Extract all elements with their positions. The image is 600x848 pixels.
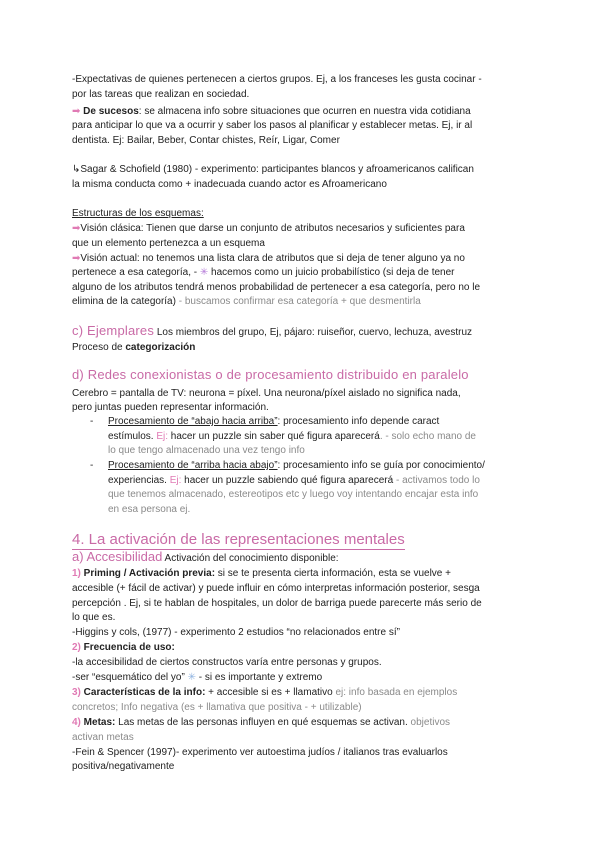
gray-note: activan metas	[72, 732, 134, 743]
text-fragment: Las metas de las personas influyen en qué esquemas se activan.	[115, 717, 411, 728]
gray-note: - buscamos confirmar esa categoría + que desmentirla	[178, 296, 421, 307]
ejemplares-line	[72, 324, 532, 340]
list-item-abajo-2	[108, 430, 528, 444]
arrow-icon: ➡	[72, 106, 81, 117]
actual-text: pertenece a esa categoría, -	[72, 267, 200, 278]
text-line: lo que es.	[72, 612, 116, 623]
redes-heading: d) Redes conexionistas o de procesamiento distribuido en paralelo	[72, 367, 469, 382]
text-fragment: : procesamiento info depende caract	[277, 416, 440, 427]
text-line: ↳Sagar & Schofield (1980) - experimento: participantes blancos y afroamericanos califican	[72, 164, 474, 175]
actual-line-2	[72, 266, 532, 280]
metas-line	[72, 716, 532, 730]
actual-line	[72, 252, 532, 266]
actual-text: hacemos como un juicio probabilístico (si deja de tener	[208, 267, 455, 278]
text-fragment: Proceso de	[72, 342, 126, 353]
list-item-arriba	[108, 459, 528, 473]
actual-text: elimina de la categoría)	[72, 296, 179, 307]
accesibilidad-line	[72, 550, 532, 566]
list-item-title: Procesamiento de “arriba hacia abajo”	[108, 460, 278, 471]
text-line: Cerebro = pantalla de TV: neurona = píxel. Una neurona/píxel aislado no significa nada,	[72, 388, 461, 399]
text-fragment: estímulos.	[108, 431, 157, 442]
item-number: 1)	[72, 568, 81, 579]
gray-note: lo que tengo almacenado una vez tengo info	[108, 445, 305, 456]
text-fragment: : procesamiento info se guía por conocimiento/	[277, 460, 485, 471]
text-fragment: - si es importante y extremo	[196, 672, 323, 683]
ej-label: Ej:	[156, 431, 169, 442]
ejemplares-heading: c) Ejemplares	[72, 323, 155, 338]
text-line: accesible (+ fácil de activar) y puede influir en cómo interpretas información posterior, sesga	[72, 583, 480, 594]
gray-note: . - solo echo mano de	[379, 431, 476, 442]
arrow-icon: ➡	[72, 253, 81, 264]
text-line: por las tareas que realizan en sociedad.	[72, 89, 250, 100]
text-line: pero juntas pueden representar información.	[72, 402, 269, 413]
list-item-arriba-2	[108, 474, 528, 488]
text-line: -Expectativas de quienes pertenecen a ciertos grupos. Ej, a los franceses les gusta cocinar -	[72, 74, 482, 85]
text-fragment: si se te presenta cierta información, esta se vuelve +	[215, 568, 451, 579]
text-fragment: hacer un puzzle sin saber qué figura aparecerá	[168, 431, 380, 442]
esquematico-line	[72, 671, 532, 685]
item-title: Metas:	[80, 717, 116, 728]
section-heading	[72, 531, 405, 548]
text-line: -Fein & Spencer (1997)- experimento ver autoestima judíos / italianos tras evaluarlos	[72, 747, 448, 758]
accesibilidad-heading: a) Accesibilidad	[72, 549, 163, 564]
text-fragment: + accesible si es + llamativo	[205, 687, 336, 698]
text-line: dentista. Ej: Bailar, Beber, Contar chistes, Reír, Ligar, Comer	[72, 135, 340, 146]
text-line: para anticipar lo que va a ocurrir y saber los pasos al planificar y establecer metas. Ej, ir al	[72, 120, 473, 131]
ej-label: Ej:	[169, 475, 182, 486]
text-line: -la accesibilidad de ciertos constructos varía entre personas y grupos.	[72, 657, 382, 668]
section-subtitle: Estructuras de los esquemas:	[72, 208, 204, 219]
item-number: 4)	[72, 717, 81, 728]
gray-note: que tenemos almacenado, estereotipos etc y luego voy intentando encajar esta info	[108, 489, 479, 500]
clasica-line	[72, 222, 532, 236]
item-number: 3)	[72, 687, 81, 698]
categorizacion-line	[72, 341, 532, 355]
gray-note: concretos; Info negativa (es + llamativa que positiva - + utilizable)	[72, 702, 362, 713]
categorizacion-term: categorización	[125, 342, 196, 353]
star-icon: ✳	[187, 672, 196, 683]
item-title: Priming / Activación previa:	[80, 568, 216, 579]
text-fragment: -ser “esquemático del yo”	[72, 672, 188, 683]
text-line: que un elemento pertenezca a un esquema	[72, 238, 265, 249]
gray-note: - activamos todo lo	[393, 475, 480, 486]
sucesos-line	[72, 105, 532, 119]
text-line: -Higgins y cols, (1977) - experimento 2 estudios “no relacionados entre sí”	[72, 627, 400, 638]
caracteristicas-line	[72, 686, 532, 700]
star-icon: ✳	[199, 267, 209, 278]
gray-note: en esa persona ej.	[108, 504, 191, 515]
actual-line-4	[72, 295, 532, 309]
item-title: Frecuencia de uso:	[80, 642, 175, 653]
sucesos-title: De sucesos	[83, 106, 139, 117]
text-line: alguno de los atributos tendrá menos probabilidad de pertenecer a esa categoría, pero no le	[72, 282, 481, 293]
item-title: Características de la info:	[80, 687, 206, 698]
item-number: 2)	[72, 642, 81, 653]
text-line: positiva/negativamente	[72, 761, 175, 772]
text-fragment: experiencias.	[108, 475, 170, 486]
actual-text: Visión actual: no tenemos una lista clara de atributos que si deja de tener alguno ya no	[80, 253, 465, 264]
text-line: la misma conducta como + inadecuada cuando actor es Afroamericano	[72, 179, 387, 190]
text-fragment: Activación del conocimiento disponible:	[162, 553, 339, 564]
text-fragment: hacer un puzzle sabiendo qué figura aparecerá	[181, 475, 394, 486]
list-bullet: -	[90, 416, 94, 427]
frecuencia-line	[72, 641, 532, 655]
priming-line	[72, 567, 532, 581]
sucesos-text: : se almacena info sobre situaciones que ocurren en nuestra vida cotidiana	[138, 106, 471, 117]
arrow-icon: ➡	[72, 223, 81, 234]
list-item-title: Procesamiento de “abajo hacia arriba”	[108, 416, 278, 427]
clasica-text: Visión clásica: Tienen que darse un conjunto de atributos necesarios y suficientes para	[80, 223, 465, 234]
gray-note: ej: info basada en ejemplos	[335, 687, 458, 698]
gray-note: objetivos	[410, 717, 451, 728]
ejemplares-text: Los miembros del grupo, Ej, pájaro: ruiseñor, cuervo, lechuza, avestruz	[154, 327, 473, 338]
text-line: percepción . Ej, si te hablan de hospitales, un dolor de barriga puede parecerte más serio de	[72, 598, 482, 609]
list-bullet: -	[90, 460, 94, 471]
section-heading-text: 4. La activación de las representaciones mentales	[72, 531, 405, 548]
list-item-abajo	[108, 415, 528, 429]
